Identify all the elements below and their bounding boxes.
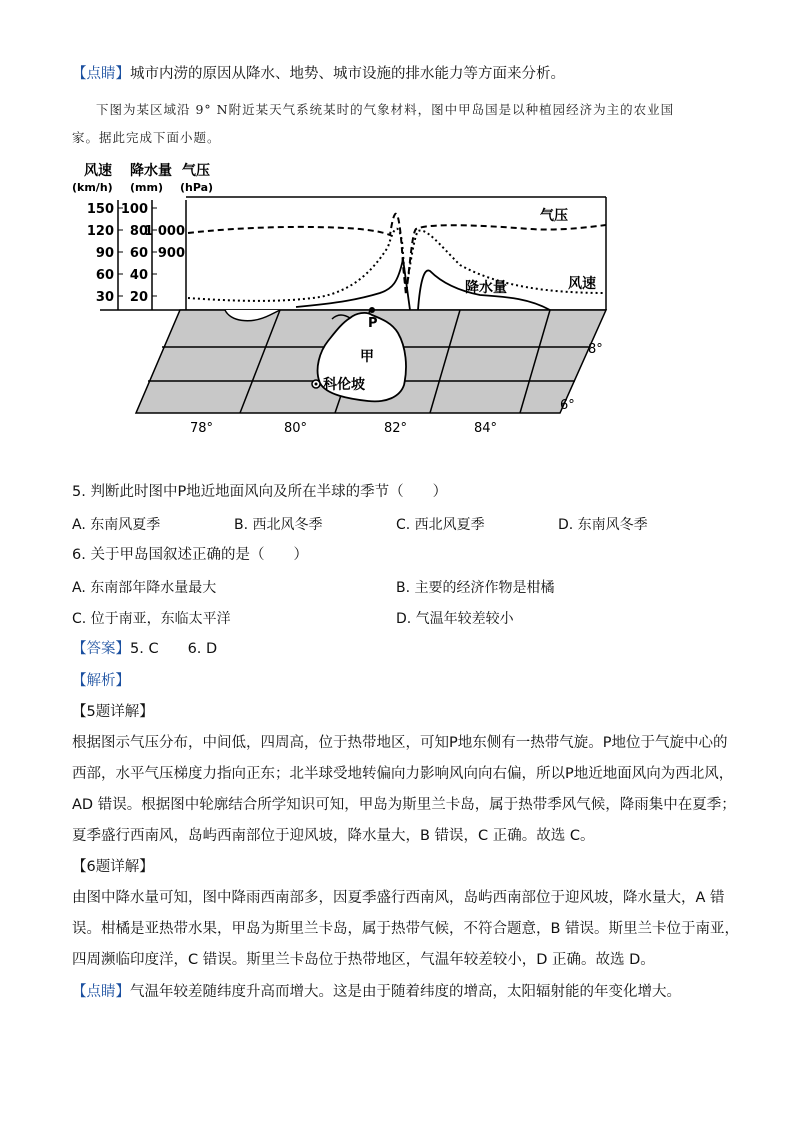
label-island: 甲 bbox=[360, 349, 374, 365]
final-tip-text: 气温年较差随纬度升高而增大。这是由于随着纬度的增高，太阳辐射能的年变化增大。 bbox=[130, 984, 681, 1000]
axis-unit-pressure: (hPa) bbox=[180, 181, 214, 194]
rain-tick: 20 bbox=[129, 290, 148, 305]
label-wind: 风速 bbox=[568, 276, 596, 292]
label-city: 科伦坡 bbox=[323, 377, 365, 393]
q5-stem: 5. 判断此时图中P地近地面风向及所在半球的季节（ ） bbox=[72, 484, 448, 500]
d5-label: 【5题详解】 bbox=[72, 704, 154, 720]
weather-figure bbox=[60, 155, 620, 445]
answer-text: 5. C 6. D bbox=[130, 641, 218, 657]
rain-tick: 60 bbox=[129, 246, 148, 261]
q5-option-c: C. 西北风夏季 bbox=[396, 517, 485, 533]
lon-label: 78° bbox=[190, 421, 214, 436]
axis-unit-wind: (km/h) bbox=[72, 181, 113, 194]
wind-tick: 60 bbox=[95, 268, 114, 283]
final-tip bbox=[72, 982, 732, 1002]
label-p: P bbox=[368, 316, 378, 331]
wind-tick: 30 bbox=[95, 290, 114, 305]
lon-label: 84° bbox=[474, 421, 498, 436]
tip-label: 【点睛】 bbox=[72, 66, 130, 82]
q5-option-d: D. 东南风冬季 bbox=[558, 517, 648, 533]
d5-line: AD 错误。根据图中轮廓结合所学知识可知，甲岛为斯里兰卡岛，属于热带季风气候，降雨集中在夏季； bbox=[72, 797, 736, 813]
tip-text: 城市内涝的原因从降水、地势、城市设施的排水能力等方面来分析。 bbox=[130, 66, 565, 82]
d6-line: 四周濒临印度洋，C 错误。斯里兰卡岛位于热带地区，气温年较差较小，D 正确。故选 D。 bbox=[72, 952, 655, 968]
final-tip-label: 【点睛】 bbox=[72, 984, 130, 1000]
q6-option-b: B. 主要的经济作物是柑橘 bbox=[396, 580, 555, 596]
axis-title-pressure: 气压 bbox=[182, 163, 210, 179]
wind-tick: 90 bbox=[95, 246, 114, 261]
pressure-tick: 900 bbox=[157, 246, 185, 261]
rain-tick: 100 bbox=[120, 202, 148, 217]
q6-option-c: C. 位于南亚，东临太平洋 bbox=[72, 611, 231, 627]
wind-tick: 150 bbox=[86, 202, 114, 217]
caption-line-2: 家。据此完成下面小题。 bbox=[72, 130, 221, 145]
answer-label: 【答案】 bbox=[72, 641, 130, 657]
label-pressure: 气压 bbox=[540, 208, 568, 224]
d6-line: 误。柑橘是亚热带水果，甲岛为斯里兰卡岛，属于热带气候，不符合题意，B 错误。斯里兰卡位于南亚， bbox=[72, 921, 740, 937]
d6-label: 【6题详解】 bbox=[72, 859, 154, 875]
label-rain: 降水量 bbox=[465, 280, 507, 296]
wind-tick: 120 bbox=[86, 224, 114, 239]
axis-title-wind: 风速 bbox=[84, 163, 112, 179]
q5-option-b: B. 西北风冬季 bbox=[234, 517, 323, 533]
rain-tick: 40 bbox=[129, 268, 148, 283]
pressure-tick: 1 000 bbox=[144, 224, 185, 239]
lon-label: 80° bbox=[284, 421, 308, 436]
d5-line: 根据图示气压分布，中间低，四周高，位于热带地区，可知P地东侧有一热带气旋。P地位于气旋中心的 bbox=[72, 735, 728, 751]
lat-label: 6° bbox=[560, 398, 575, 413]
lat-label: 8° bbox=[588, 342, 603, 357]
pressure-curve bbox=[188, 214, 606, 295]
analysis-label: 【解析】 bbox=[72, 673, 130, 689]
lon-label: 82° bbox=[384, 421, 408, 436]
caption-line-1: 下图为某区域沿 9° N附近某天气系统某时的气象材料，图中甲岛国是以种植园经济为主的农业国 bbox=[96, 102, 675, 117]
wind-curve bbox=[188, 229, 606, 301]
q6-stem: 6. 关于甲岛国叙述正确的是（ ） bbox=[72, 547, 308, 563]
answer-line bbox=[72, 639, 732, 659]
d5-line: 西部，水平气压梯度力指向正东；北半球受地转偏向力影响风向向右偏，所以P地近地面风向为西北风， bbox=[72, 766, 734, 782]
q5-option-a: A. 东南风夏季 bbox=[72, 517, 161, 533]
q6-option-d: D. 气温年较差较小 bbox=[396, 611, 514, 627]
intro-tip bbox=[72, 64, 732, 84]
rain-tick: 80 bbox=[129, 224, 148, 239]
axis-title-rain: 降水量 bbox=[130, 163, 172, 179]
d6-line: 由图中降水量可知，图中降雨西南部多，因夏季盛行西南风，岛屿西南部位于迎风坡，降水量大，A 错 bbox=[72, 890, 725, 906]
q6-option-a: A. 东南部年降水量最大 bbox=[72, 580, 217, 596]
d5-line: 夏季盛行西南风，岛屿西南部位于迎风坡，降水量大，B 错误，C 正确。故选 C。 bbox=[72, 828, 595, 844]
axis-unit-rain: (mm) bbox=[130, 181, 163, 194]
point-p bbox=[369, 307, 375, 313]
